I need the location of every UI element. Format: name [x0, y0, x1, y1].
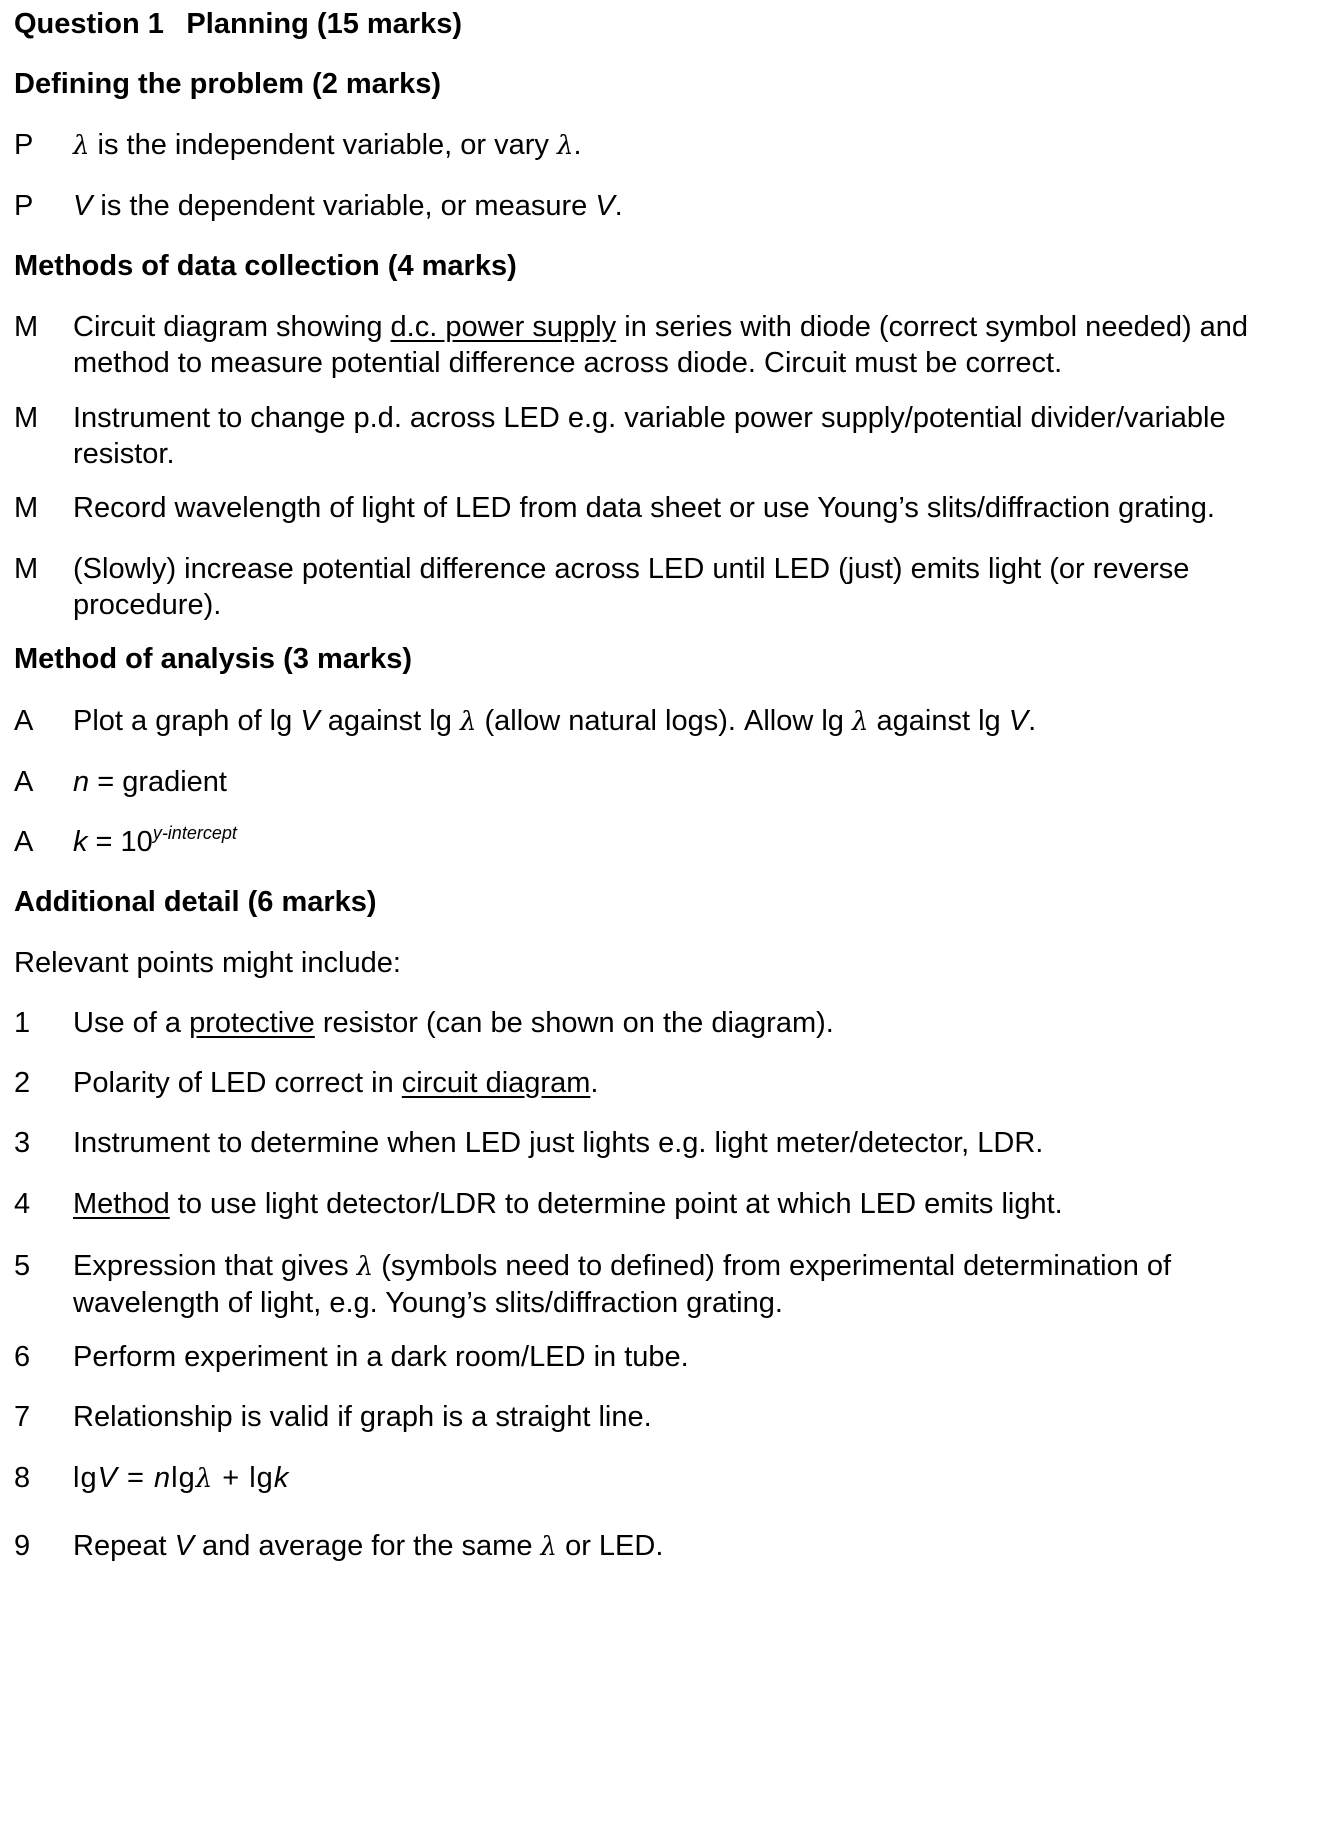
mark-text: [73, 703, 1314, 740]
item-text: [73, 1186, 1314, 1222]
section-heading-detail: Additional detail (6 marks): [14, 886, 377, 918]
text-part: = 10: [87, 826, 153, 858]
item-number: 6: [14, 1341, 31, 1373]
variable-v: V: [595, 190, 615, 222]
mark-code: P: [14, 129, 34, 161]
item-number: 7: [14, 1401, 31, 1433]
underlined-text: d.c. power supply: [390, 311, 617, 343]
item-number: 4: [14, 1188, 31, 1220]
text-part: lg: [73, 1462, 98, 1494]
text-part: Plot a graph of lg: [73, 705, 301, 737]
variable-k: k: [273, 1462, 290, 1494]
mark-code: M: [14, 553, 39, 585]
text-part: Use of a: [73, 1007, 190, 1039]
variable-v: V: [97, 1462, 118, 1494]
mark-text: [73, 127, 1314, 164]
text-part: =: [117, 1462, 154, 1494]
text-part: is the dependent variable, or measure: [92, 190, 596, 222]
text-part: against lg: [868, 705, 1009, 737]
mark-code: A: [14, 766, 34, 798]
mark-text: [73, 309, 1314, 381]
item-number: 5: [14, 1250, 31, 1282]
text-part: resistor (can be shown on the diagram).: [314, 1007, 834, 1039]
text-part: in series with diode (correct symbol needed) and method to measure potential difference across diode. Circuit must be correct.: [73, 311, 1249, 379]
text-part: (symbols need to defined) from experimental determination of wavelength of light, e.g. Young’s slits/diffraction grating.: [73, 1250, 1172, 1319]
underlined-text: Method: [73, 1188, 170, 1220]
variable-v: V: [174, 1530, 194, 1562]
text-part: .: [1028, 705, 1037, 737]
underlined-text: protective: [189, 1007, 315, 1039]
variable-n: n: [73, 766, 90, 798]
mark-text: [73, 764, 1314, 800]
item-text: [73, 1248, 1314, 1321]
mark-text: [73, 824, 1314, 860]
text-part: = gradient: [89, 766, 227, 798]
variable-v: V: [300, 705, 320, 737]
item-text: Relationship is valid if graph is a straight line.: [73, 1401, 652, 1433]
text-part: against lg: [319, 705, 460, 737]
lambda-symbol: λ: [459, 707, 477, 737]
text-part: (allow natural logs). Allow lg: [476, 705, 852, 737]
lambda-symbol: λ: [195, 1464, 214, 1494]
item-number: 9: [14, 1530, 31, 1562]
mark-code: A: [14, 705, 34, 737]
text-part: Circuit diagram showing: [73, 311, 391, 343]
text-part: .: [590, 1067, 599, 1099]
lambda-symbol: λ: [556, 131, 574, 161]
section-heading-methods: Methods of data collection (4 marks): [14, 250, 517, 282]
mark-code: M: [14, 402, 39, 434]
mark-code: M: [14, 492, 39, 524]
text-part: lg: [171, 1462, 196, 1494]
lambda-symbol: λ: [540, 1532, 558, 1562]
item-text: [73, 1005, 1314, 1041]
item-number: 1: [14, 1007, 31, 1039]
superscript: y-intercept: [152, 823, 237, 843]
text-part: Repeat: [73, 1530, 175, 1562]
mark-code: P: [14, 190, 34, 222]
mark-text: (Slowly) increase potential difference across LED until LED (just) emits light (or reverse procedure).: [73, 553, 1190, 621]
mark-text: Record wavelength of light of LED from data sheet or use Young’s slits/diffraction grating.: [73, 492, 1215, 524]
variable-n: n: [153, 1462, 172, 1494]
text-part: and average for the same: [193, 1530, 541, 1562]
mark-code: A: [14, 826, 34, 858]
text-part: to use light detector/LDR to determine point at which LED emits light.: [169, 1188, 1063, 1220]
equation: [73, 1460, 1314, 1497]
detail-intro: Relevant points might include:: [14, 947, 401, 979]
mark-text: [73, 188, 1314, 224]
text-part: is the independent variable, or vary: [89, 129, 557, 161]
text-part: + lg: [213, 1462, 274, 1494]
text-part: or LED.: [557, 1530, 664, 1562]
lambda-symbol: λ: [356, 1252, 374, 1282]
text-part: .: [614, 190, 623, 222]
variable-v: V: [73, 190, 93, 222]
text-part: .: [573, 129, 582, 161]
item-text: [73, 1065, 1314, 1101]
question-title: Question 1 Planning (15 marks): [14, 8, 462, 40]
item-number: 2: [14, 1067, 31, 1099]
item-text: Perform experiment in a dark room/LED in tube.: [73, 1341, 689, 1373]
underlined-text: circuit diagram: [401, 1067, 591, 1099]
text-part: Expression that gives: [73, 1250, 357, 1282]
variable-k: k: [73, 826, 88, 858]
item-text: [73, 1528, 1314, 1565]
lambda-symbol: λ: [73, 131, 90, 161]
mark-text: Instrument to change p.d. across LED e.g. variable power supply/potential divider/variable resistor.: [73, 402, 1226, 470]
variable-v: V: [1008, 705, 1029, 737]
section-heading-defining: Defining the problem (2 marks): [14, 68, 442, 100]
lambda-symbol: λ: [851, 707, 869, 737]
item-number: 3: [14, 1127, 31, 1159]
mark-code: M: [14, 311, 39, 343]
text-part: Polarity of LED correct in: [73, 1067, 402, 1099]
section-heading-analysis: Method of analysis (3 marks): [14, 643, 413, 675]
item-text: Instrument to determine when LED just lights e.g. light meter/detector, LDR.: [73, 1127, 1044, 1159]
item-number: 8: [14, 1462, 31, 1494]
